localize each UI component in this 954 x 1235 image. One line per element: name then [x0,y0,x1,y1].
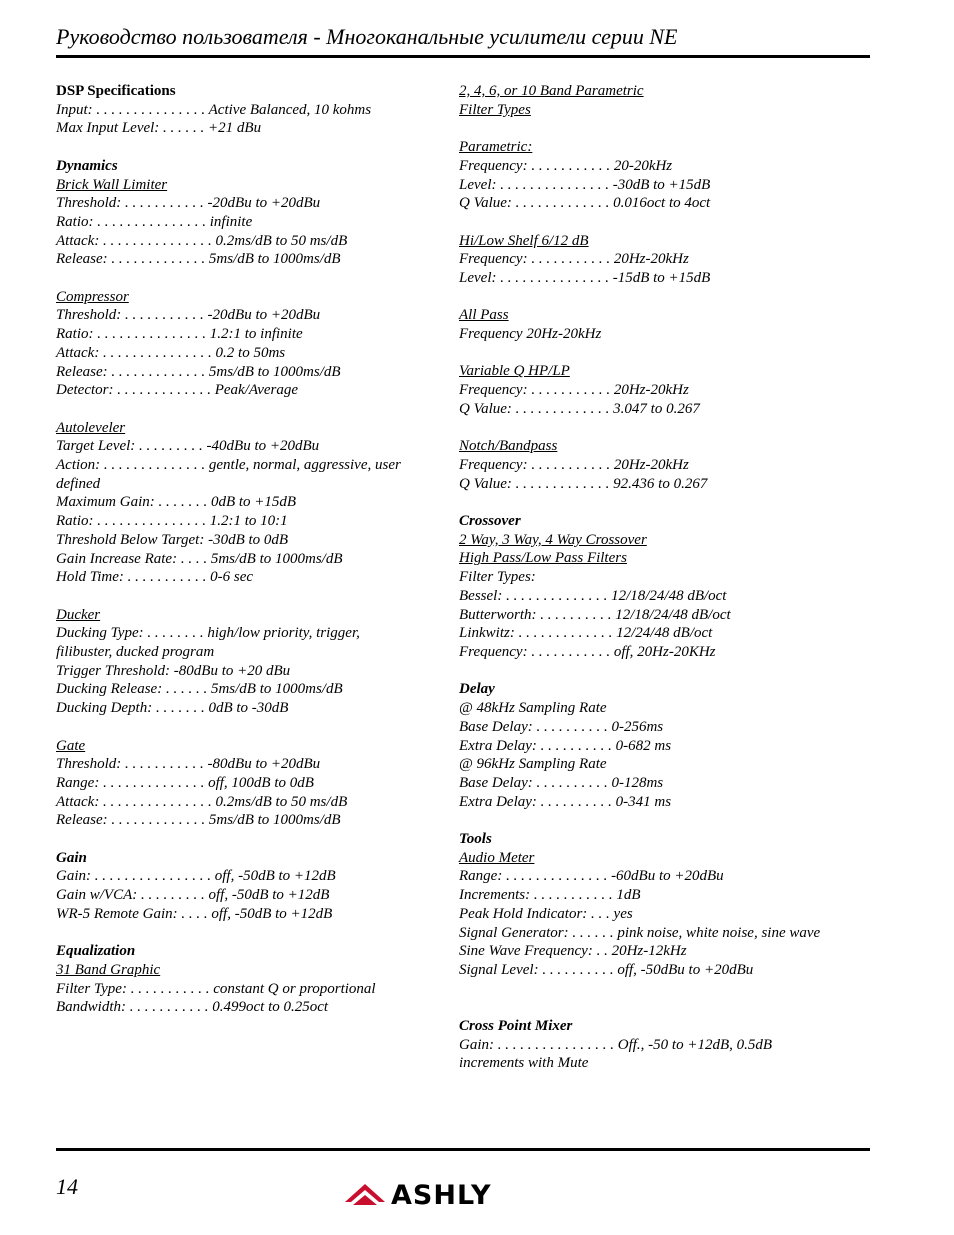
spec-line: Filter Type: . . . . . . . . . . . constant Q or proportional [56,980,376,997]
subsection-heading: Parametric: [459,139,533,156]
spec-line: Bandwidth: . . . . . . . . . . . 0.499oct to 0.25oct [56,999,329,1016]
subsection-heading: Brick Wall Limiter [56,176,168,193]
spec-line: Extra Delay: . . . . . . . . . . 0-341 ms [459,793,672,810]
spec-line: Frequency 20Hz-20kHz [459,326,602,343]
spacer [459,419,859,438]
spec-line: Frequency: . . . . . . . . . . . 20Hz-20kHz [459,456,689,473]
spec-line: Ducking Release: . . . . . . 5ms/dB to 1000ms/dB [56,681,343,698]
section-heading: DSP Specifications [56,83,176,99]
spec-line: Q Value: . . . . . . . . . . . . . 3.047 to 0.267 [459,400,700,417]
spec-column-left [56,82,436,1017]
section-heading: Crossover [459,513,521,530]
spec-line: Butterworth: . . . . . . . . . . 12/18/24/48 dB/oct [459,606,731,623]
section-heading: Tools [459,831,492,847]
spacer [459,288,859,307]
spec-line: Bessel: . . . . . . . . . . . . . . 12/18/24/48 dB/oct [459,587,727,604]
spec-line: Range: . . . . . . . . . . . . . . -60dBu to +20dBu [459,868,724,885]
ashly-logo [343,1178,545,1208]
spec-line: Ratio: . . . . . . . . . . . . . . . infinite [56,213,253,230]
spacer [459,811,859,830]
spec-line: Ratio: . . . . . . . . . . . . . . . 1.2:1 to infinite [56,326,303,343]
spec-line: filibuster, ducked program [56,644,215,661]
section-heading: Gain [56,849,87,866]
spec-line: Action: . . . . . . . . . . . . . . gentle, normal, aggressive, user [56,457,401,474]
spacer [56,830,436,849]
subsection-heading: Audio Meter [459,849,535,866]
section-heading: Dynamics [56,157,118,174]
page-number: 14 [56,1174,78,1199]
section-heading: Equalization [56,943,136,960]
subsection-heading: Filter Types [459,101,531,118]
spacer [56,718,436,737]
page-header-title: Руководство пользователя - Многоканальные усилители серии NE [56,24,678,49]
spec-line: Increments: . . . . . . . . . . . 1dB [459,887,641,904]
spacer [459,662,859,681]
ashly-logo-text: ASHLY [391,1180,492,1208]
spec-line: Ratio: . . . . . . . . . . . . . . . 1.2:1 to 10:1 [56,513,288,530]
spec-line: Signal Generator: . . . . . . pink noise, white noise, sine wave [459,924,821,941]
spec-line: @ 96kHz Sampling Rate [459,756,607,773]
spec-line: Base Delay: . . . . . . . . . . 0-256ms [459,718,664,735]
spec-line: Base Delay: . . . . . . . . . . 0-128ms [459,774,664,791]
spec-line: Filter Types: [459,569,536,586]
spacer [459,213,859,232]
subsection-heading: Notch/Bandpass [459,438,558,455]
spec-column-right [459,82,859,1073]
spec-line: Release: . . . . . . . . . . . . . 5ms/dB to 1000ms/dB [56,812,341,829]
subsection-heading: Gate [56,737,86,754]
spec-line: Linkwitz: . . . . . . . . . . . . . 12/24/48 dB/oct [459,625,713,642]
spec-line: Level: . . . . . . . . . . . . . . . -30dB to +15dB [459,176,711,193]
spec-line: Ducking Depth: . . . . . . . 0dB to -30dB [56,700,289,717]
spec-line: Frequency: . . . . . . . . . . . off, 20Hz-20KHz [459,644,716,660]
spec-line: Trigger Threshold: -80dBu to +20 dBu [56,662,291,679]
spec-line: Sine Wave Frequency: . . 20Hz-12kHz [459,943,687,960]
spec-line: Frequency: . . . . . . . . . . . 20Hz-20kHz [459,251,689,268]
spec-line: @ 48kHz Sampling Rate [459,700,607,717]
spec-line: Extra Delay: . . . . . . . . . . 0-682 ms [459,737,672,754]
spec-line: Detector: . . . . . . . . . . . . . Peak/Average [56,382,299,399]
spec-line: Frequency: . . . . . . . . . . . 20Hz-20kHz [459,382,689,399]
spacer [459,998,859,1017]
spec-line: Ducking Type: . . . . . . . . high/low priority, trigger, [56,625,360,642]
spec-line: defined [56,475,101,492]
spacer [56,587,436,606]
spec-line: Attack: . . . . . . . . . . . . . . . 0.2 to 50ms [56,344,286,361]
spec-line: Max Input Level: . . . . . . +21 dBu [56,120,262,137]
spec-line: Q Value: . . . . . . . . . . . . . 0.016oct to 4oct [459,195,711,212]
subsection-heading: 31 Band Graphic [56,961,161,978]
spec-line: Threshold Below Target: -30dB to 0dB [56,531,289,548]
subsection-heading: Autoleveler [56,419,126,436]
spacer [459,493,859,512]
spacer [459,344,859,363]
spec-line: Release: . . . . . . . . . . . . . 5ms/dB to 1000ms/dB [56,251,341,268]
spec-line: Attack: . . . . . . . . . . . . . . . 0.2ms/dB to 50 ms/dB [56,793,348,810]
spec-line: Threshold: . . . . . . . . . . . -20dBu to +20dBu [56,307,321,324]
header-rule [56,55,870,58]
subsection-heading: Hi/Low Shelf 6/12 dB [459,232,589,249]
subsection-heading: 2, 4, 6, or 10 Band Parametric [459,83,644,99]
footer-rule [56,1148,870,1151]
spec-line: Signal Level: . . . . . . . . . . off, -50dBu to +20dBu [459,961,754,978]
spec-line: Range: . . . . . . . . . . . . . . off, 100dB to 0dB [56,774,314,791]
subsection-heading: High Pass/Low Pass Filters [459,550,627,567]
spec-line: Release: . . . . . . . . . . . . . 5ms/dB to 1000ms/dB [56,363,341,380]
spacer [56,138,436,157]
subsection-heading: 2 Way, 3 Way, 4 Way Crossover [459,531,647,548]
spec-line: Maximum Gain: . . . . . . . 0dB to +15dB [56,494,297,511]
subsection-heading: All Pass [459,307,509,324]
spec-line: Target Level: . . . . . . . . . -40dBu to +20dBu [56,438,320,455]
subsection-heading: Variable Q HP/LP [459,363,570,380]
subsection-heading: Compressor [56,288,129,305]
spec-line: Level: . . . . . . . . . . . . . . . -15dB to +15dB [459,270,711,286]
spec-line: Threshold: . . . . . . . . . . . -20dBu to +20dBu [56,195,321,212]
spec-line: Q Value: . . . . . . . . . . . . . 92.436 to 0.267 [459,475,708,492]
spacer [56,924,436,943]
spacer [56,269,436,288]
spec-line: Gain: . . . . . . . . . . . . . . . . off, -50dB to +12dB [56,868,336,885]
spacer [459,119,859,138]
spec-line: increments with Mute [459,1055,589,1072]
subsection-heading: Ducker [56,606,101,623]
spec-line: WR-5 Remote Gain: . . . . off, -50dB to +12dB [56,905,333,922]
spec-line: Gain: . . . . . . . . . . . . . . . . Off., -50 to +12dB, 0.5dB [459,1036,773,1053]
spec-line: Attack: . . . . . . . . . . . . . . . 0.2ms/dB to 50 ms/dB [56,232,348,249]
spacer [56,400,436,419]
section-heading: Delay [459,681,495,698]
ashly-swoosh-icon [345,1184,385,1205]
spacer [459,980,859,999]
spec-line: Hold Time: . . . . . . . . . . . 0-6 sec [56,569,254,586]
spec-line: Peak Hold Indicator: . . . yes [459,905,633,922]
spec-line: Threshold: . . . . . . . . . . . -80dBu to +20dBu [56,756,321,773]
spec-line: Gain Increase Rate: . . . . 5ms/dB to 1000ms/dB [56,550,343,567]
spec-line: Gain w/VCA: . . . . . . . . . off, -50dB to +12dB [56,887,330,904]
spec-line: Frequency: . . . . . . . . . . . 20-20kHz [459,157,673,174]
section-heading: Cross Point Mixer [459,1018,573,1034]
spec-line: Input: . . . . . . . . . . . . . . . Active Balanced, 10 kohms [56,101,372,118]
